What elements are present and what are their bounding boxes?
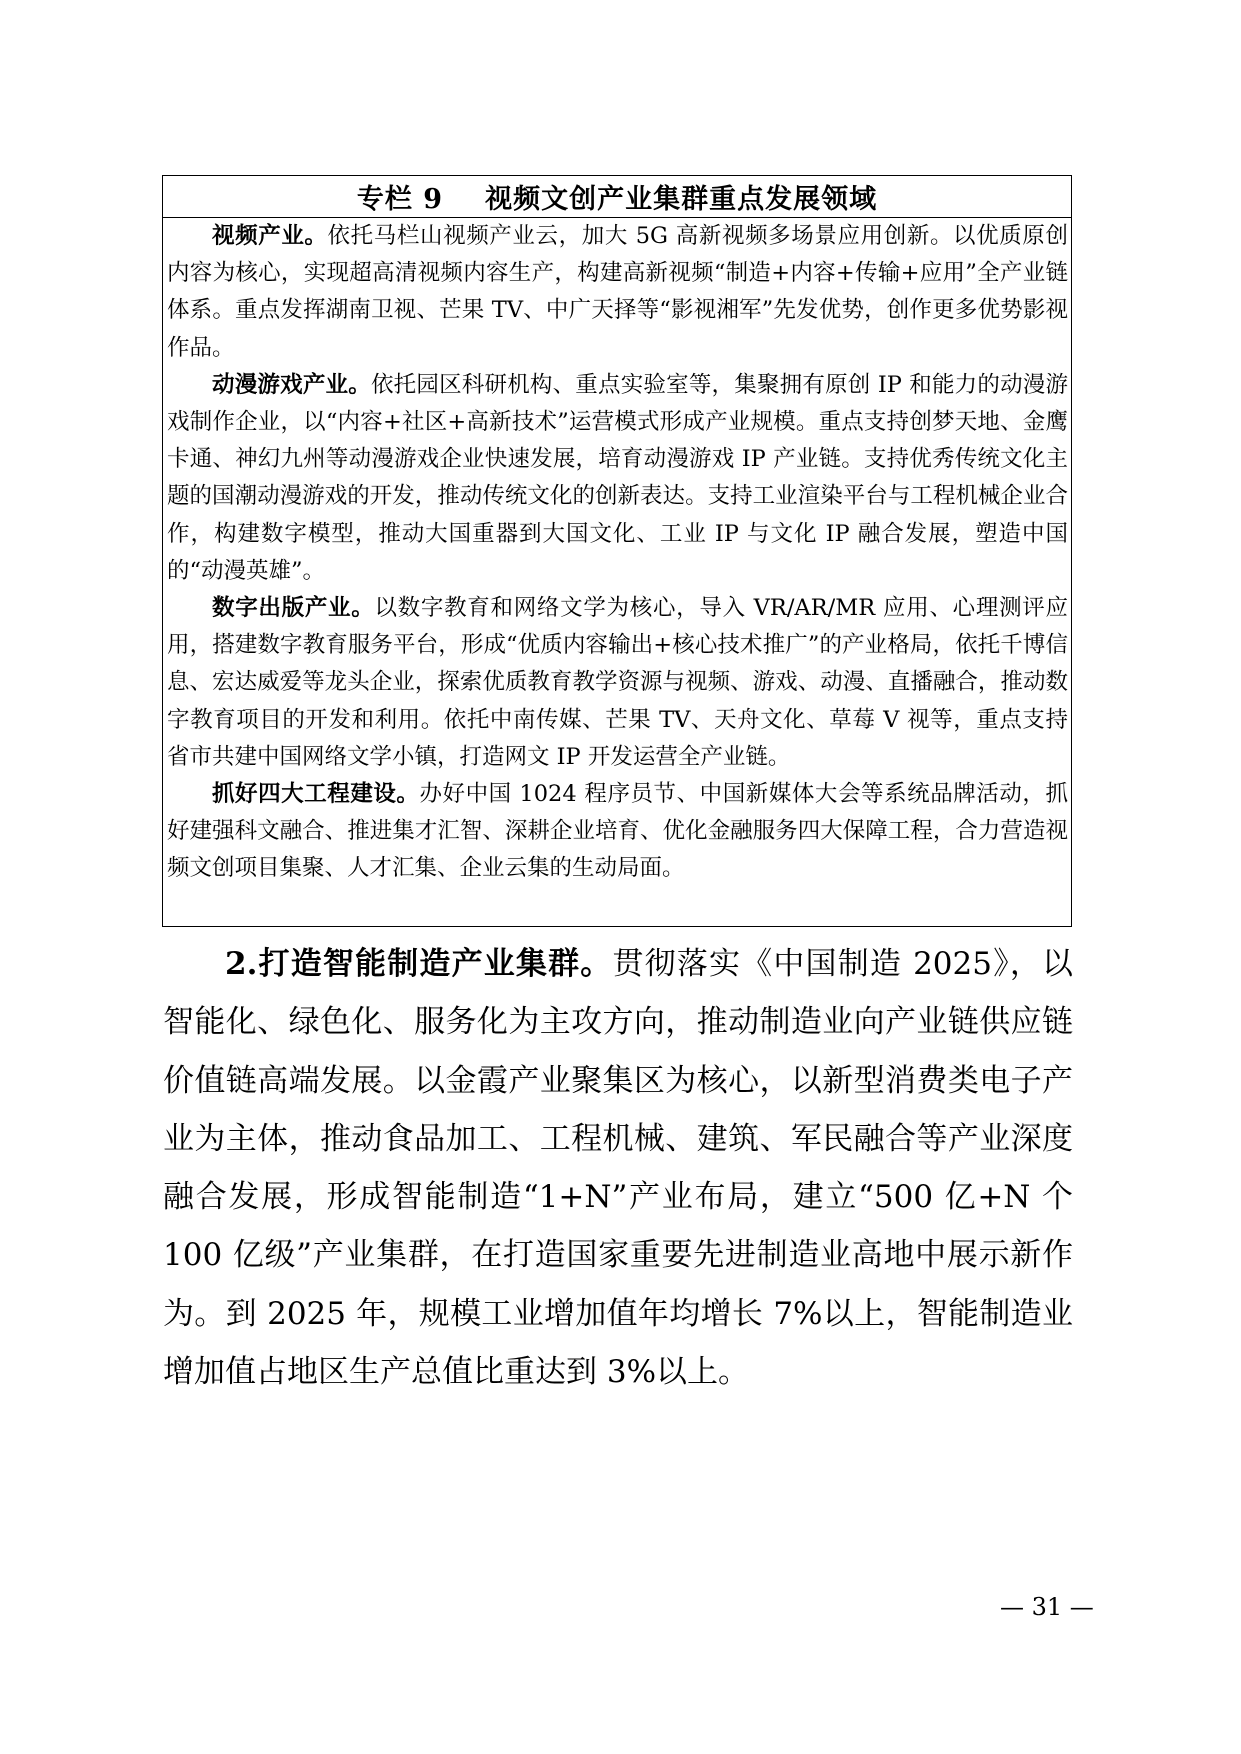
main-section [163, 935, 1073, 1401]
paragraph-heading: 抓好四大工程建设。 [212, 781, 420, 808]
paragraph-heading: 动漫游戏产业。 [212, 371, 371, 398]
paragraph-text: 办好中国 1024 程序员节、中国新媒体大会等系统品牌活动，抓好建强科文融合、推进集才汇智、深耕企业培育、优化金融服务四大保障工程，合力营造视频文创项目集聚、人才汇集、企业云集的生动局面。 [167, 781, 1068, 882]
box-paragraph-video [167, 218, 1068, 367]
box-title: 视频文创产业集群重点发展领域 [485, 184, 878, 215]
box-paragraph-animation-games [167, 367, 1068, 590]
box-body [163, 218, 1071, 888]
paragraph-heading: 数字出版产业。 [212, 595, 375, 622]
main-heading: 2.打造智能制造产业集群。 [225, 946, 613, 982]
paragraph-text: 以数字教育和网络文学为核心，导入 VR/AR/MR 应用、心理测评应用，搭建数字教育服务平台，形成“优质内容输出+核心技术推广”的产业格局，依托千博信息、宏达威爱等龙头企业，探索优质教育教学资源与视频、游戏、动漫、直播融合，推动数字教育项目的开发和利用。依托中南传媒、芒果 TV、天舟文化、草莓 V 视等，重点支持省市共建中国网络文学小镇，打造网文 IP 开发运营全产业链。 [167, 595, 1068, 770]
paragraph-heading: 视频产业。 [212, 223, 328, 249]
paragraph-text: 依托园区科研机构、重点实验室等，集聚拥有原创 IP 和能力的动漫游戏制作企业，以“内容+社区+高新技术”运营模式形成产业规模。重点支持创梦天地、金鹰卡通、神幻九州等动漫游戏企业快速发展，培育动漫游戏 IP 产业链。支持优秀传统文化主题的国潮动漫游戏的开发，推动传统文化的创新表达。支持工业渲染平台与工程机械企业合作，构建数字模型，推动大国重器到大国文化、工业 IP 与文化 IP 融合发展，塑造中国的“动漫英雄”。 [167, 371, 1068, 584]
main-text: 贯彻落实《中国制造 2025》，以智能化、绿色化、服务化为主攻方向，推动制造业向产业链供应链价值链高端发展。以金霞产业聚集区为核心，以新型消费类电子产业为主体，推动食品加工、工程机械、建筑、军民融合等产业深度融合发展，形成智能制造“1+N”产业布局，建立“500 亿+N 个 100 亿级”产业集群，在打造国家重要先进制造业高地中展示新作为。到 2025 年，规模工业增加值年均增长 7%以上，智能制造业增加值占地区生产总值比重达到 3%以上。 [163, 946, 1073, 1391]
paragraph-text: 依托马栏山视频产业云，加大 5G 高新视频多场景应用创新。以优质原创内容为核心，实现超高清视频内容生产，构建高新视频“制造+内容+传输+应用”全产业链体系。重点发挥湖南卫视、芒果 TV、中广天择等“影视湘军”先发优势，创作更多优势影视作品。 [167, 223, 1068, 361]
box-paragraph-four-projects [167, 776, 1068, 888]
box-label: 专栏 9 [356, 184, 444, 215]
main-paragraph [163, 935, 1073, 1401]
feature-box [162, 175, 1072, 927]
page-number: — 31 — [1000, 1593, 1094, 1621]
box-paragraph-digital-publishing [167, 590, 1068, 776]
box-header [163, 176, 1071, 218]
